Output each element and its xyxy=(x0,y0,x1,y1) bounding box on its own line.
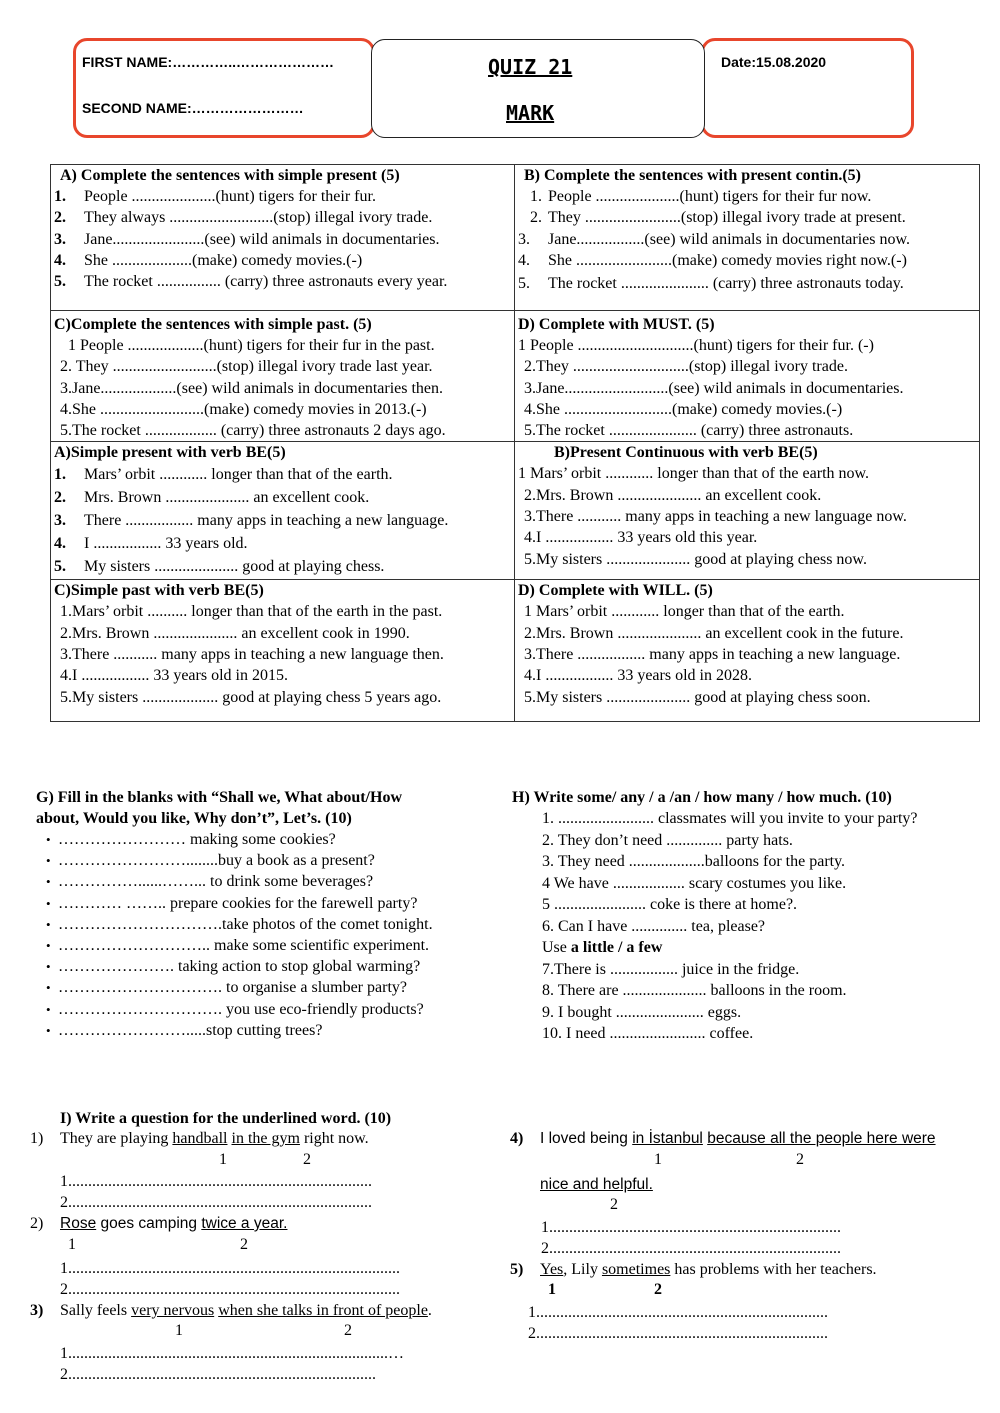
exercise-line[interactable]: 5. The rocket ...................... (carry) three astronauts today. xyxy=(518,275,904,293)
exercise-b-title: B) Complete the sentences with present contin.(5) xyxy=(524,167,861,184)
exercise-line[interactable]: 2.They .............................(stop) illegal ivory trade. xyxy=(524,358,848,376)
exercise-f-title: B)Present Continuous with verb BE(5) xyxy=(554,444,818,462)
list-item[interactable]: • …………………… making some cookies? xyxy=(46,831,336,848)
exercise-d-cell xyxy=(515,311,980,442)
underline-number: 2 xyxy=(344,1322,352,1339)
list-item[interactable]: • ……………………........buy a book as a present? xyxy=(46,852,375,870)
exercise-line[interactable]: 2.Mrs. Brown ..................... an excellent cook in 1990. xyxy=(60,624,410,642)
exercise-g-title: C)Simple past with verb BE(5) xyxy=(54,582,264,600)
exercise-line[interactable]: 4.I ................. 33 years old this year. xyxy=(524,529,758,547)
exercise-line[interactable]: 4.I ................. 33 years old in 2015. xyxy=(60,667,288,685)
exercise-line[interactable]: 4.I ................. 33 years old in 2028. xyxy=(524,667,752,685)
list-item[interactable]: 1. ........................ classmates will you invite to your party? xyxy=(542,810,918,827)
list-item[interactable]: • …………………….....stop cutting trees? xyxy=(46,1021,323,1039)
exercise-e-title: A)Simple present with verb BE(5) xyxy=(54,444,286,462)
answer-line[interactable]: 1............................................................................ xyxy=(60,1173,372,1190)
question-4: 4) I loved being in İstanbul because all the people here were xyxy=(510,1130,936,1147)
exercise-c-cell xyxy=(51,311,515,442)
section-g-list xyxy=(46,829,433,1041)
underline-number: 1 xyxy=(219,1151,227,1168)
list-item[interactable]: 3. They need ...................balloons for the party. xyxy=(542,853,846,870)
section-g-title: G) Fill in the blanks with “Shall we, What about/How about, Would you like, Why don’t”, Let’s. (10) xyxy=(36,789,402,827)
list-item[interactable]: 9. I bought ...................... eggs. xyxy=(542,1003,742,1021)
exercise-f-cell xyxy=(515,442,980,580)
exercise-line[interactable]: 2. Mrs. Brown ..................... an excellent cook. xyxy=(54,489,370,507)
exercise-line[interactable]: 5.My sisters ................... good at playing chess 5 years ago. xyxy=(60,688,442,706)
exercise-a-cell xyxy=(51,165,515,311)
exercise-line[interactable]: 3. Jane.................(see) wild animals in documentaries now. xyxy=(518,230,910,248)
exercise-line[interactable]: 1.Mars’ orbit .......... longer than that of the earth in the past. xyxy=(60,603,443,621)
exercise-line[interactable]: 3.Jane..........................(see) wild animals in documentaries. xyxy=(524,379,904,397)
list-item[interactable]: 6. Can I have .............. tea, please? xyxy=(542,917,766,935)
date-text: Date:15.08.2020 xyxy=(721,54,827,70)
exercise-line[interactable]: 3.There ........... many apps in teaching a new language then. xyxy=(60,646,444,664)
underline-number: 2 xyxy=(240,1236,248,1253)
exercise-line[interactable]: 1 Mars’ orbit ............ longer than that of the earth. xyxy=(524,603,845,621)
exercise-h-title: D) Complete with WILL. (5) xyxy=(518,582,713,600)
question-1: 1) They are playing handball in the gym right now. xyxy=(30,1130,369,1147)
list-item[interactable]: 2. They don’t need .............. party hats. xyxy=(542,831,793,849)
section-h-title: H) Write some/ any / a /an / how many / how much. (10) xyxy=(512,789,892,806)
list-item[interactable]: 7.There is ................. juice in the fridge. xyxy=(542,960,800,978)
exercise-line[interactable]: 4. I ................. 33 years old. xyxy=(54,535,248,553)
underline-number: 2 xyxy=(796,1151,804,1168)
list-item[interactable]: • ……………......……... to drink some beverages? xyxy=(46,873,374,891)
list-item[interactable]: • ……………………….. make some scientific experiment. xyxy=(46,937,430,955)
exercise-line[interactable]: 3.There ................. many apps in teaching a new language. xyxy=(524,646,901,664)
exercise-line[interactable]: 2. They ........................(stop) illegal ivory trade at present. xyxy=(530,209,906,227)
answer-line[interactable]: 1......................................................................... xyxy=(528,1304,828,1321)
list-item[interactable]: • …………………………. to organise a slumber party? xyxy=(46,979,407,997)
underline-number: 1 xyxy=(175,1322,183,1339)
exercise-line[interactable]: 3.There ........... many apps in teaching a new language now. xyxy=(524,508,907,526)
exercise-line[interactable]: 2.Mrs. Brown ..................... an excellent cook in the future. xyxy=(524,624,904,642)
exercise-line[interactable]: 1 Mars’ orbit ............ longer than that of the earth now. xyxy=(518,465,870,483)
exercise-line[interactable]: 5.My sisters ..................... good at playing chess soon. xyxy=(524,688,871,706)
underline-number: 1 xyxy=(548,1281,556,1298)
question-4-continued: nice and helpful. xyxy=(540,1176,653,1193)
exercise-line[interactable]: 1. People .....................(hunt) tigers for their fur now. xyxy=(530,188,872,205)
underline-number: 1 xyxy=(654,1151,662,1168)
mark-label: MARK xyxy=(506,101,555,125)
exercise-line[interactable]: 1 People .............................(hunt) tigers for their fur. (-) xyxy=(518,337,874,354)
list-item[interactable]: • ………… …….. prepare cookies for the farewell party? xyxy=(46,894,418,912)
list-item[interactable]: 8. There are ..................... balloons in the room. xyxy=(542,982,847,999)
exercise-line[interactable]: 5.My sisters ..................... good at playing chess now. xyxy=(524,550,867,568)
answer-line[interactable]: 2............................................................................ xyxy=(60,1194,372,1211)
question-2: 2) Rose goes camping twice a year. xyxy=(30,1215,288,1232)
exercise-line[interactable]: 4.She ...........................(make) comedy movies.(-) xyxy=(524,400,843,418)
list-item[interactable]: 4 We have .................. scary costumes you like. xyxy=(542,874,847,892)
answer-line[interactable]: 2......................................................................... xyxy=(541,1240,841,1257)
exercise-line[interactable]: 4. She ....................(make) comedy movies.(-) xyxy=(54,251,363,269)
exercise-line[interactable]: 5. The rocket ................ (carry) three astronauts every year. xyxy=(54,273,448,291)
exercise-line[interactable]: 1. Mars’ orbit ............ longer than that of the earth. xyxy=(54,466,393,484)
name-box xyxy=(73,38,375,138)
exercise-line[interactable]: 1. People .....................(hunt) tigers for their fur. xyxy=(54,188,376,205)
section-i-title: I) Write a question for the underlined word. (10) xyxy=(60,1110,392,1127)
exercise-b-cell xyxy=(515,165,980,311)
exercise-a-title: A) Complete the sentences with simple present (5) xyxy=(60,167,400,184)
exercise-line[interactable]: 3. Jane.......................(see) wild animals in documentaries. xyxy=(54,230,440,248)
first-name-field[interactable]: FIRST NAME:…………..………………… xyxy=(82,54,334,70)
second-name-field[interactable]: SECOND NAME:…………………… xyxy=(82,100,304,116)
exercise-line[interactable]: 3. There ................. many apps in teaching a new language. xyxy=(54,512,449,530)
exercise-line[interactable]: 2.Mrs. Brown ..................... an excellent cook. xyxy=(524,486,822,504)
quiz-title: QUIZ 21 xyxy=(488,55,573,79)
exercise-line[interactable]: 5.The rocket ...................... (carry) three astronauts. xyxy=(524,422,854,440)
underline-number: 1 xyxy=(68,1236,76,1253)
answer-line[interactable]: 1................................................................................… xyxy=(60,1345,404,1362)
exercise-line[interactable]: 2. They ..........................(stop) illegal ivory trade last year. xyxy=(60,358,433,376)
exercise-line[interactable]: 3.Jane...................(see) wild animals in documentaries then. xyxy=(60,379,444,397)
date-box xyxy=(701,38,914,138)
exercise-line[interactable]: 4. She ........................(make) comedy movies right now.(-) xyxy=(518,251,907,269)
section-h-list xyxy=(542,808,918,1045)
question-3: 3) Sally feels very nervous when she talks in front of people. xyxy=(30,1302,432,1319)
exercise-grid xyxy=(50,164,980,722)
exercise-line[interactable]: 1 People ...................(hunt) tigers for their fur in the past. xyxy=(68,337,435,354)
exercise-h-cell xyxy=(515,580,980,722)
use-instruction: Use a little / a few xyxy=(542,939,663,956)
exercise-c-title: C)Complete the sentences with simple past. (5) xyxy=(54,316,372,333)
exercise-line[interactable]: 5.The rocket .................. (carry) three astronauts 2 days ago. xyxy=(60,422,446,440)
answer-line[interactable]: 2................................................................................... xyxy=(60,1281,400,1298)
exercise-e-cell xyxy=(51,442,515,580)
list-item[interactable]: 10. I need ........................ coffee. xyxy=(542,1025,754,1042)
underline-number: 2 xyxy=(303,1151,311,1168)
answer-line[interactable]: 1......................................................................... xyxy=(541,1219,841,1236)
list-item[interactable]: • …………………………. you use eco-friendly products? xyxy=(46,1000,424,1018)
exercise-line[interactable]: 5. My sisters ..................... good at playing chess. xyxy=(54,558,385,576)
answer-line[interactable]: 1................................................................................... xyxy=(60,1260,400,1277)
list-item[interactable]: 5 ....................... coke is there at home?. xyxy=(542,896,798,913)
exercise-g-cell xyxy=(51,580,515,722)
question-5: 5) Yes, Lily sometimes has problems with her teachers. xyxy=(510,1261,877,1278)
underline-number: 2 xyxy=(610,1196,618,1213)
answer-line[interactable]: 2......................................................................... xyxy=(528,1325,828,1342)
list-item[interactable]: • …………………. taking action to stop global warming? xyxy=(46,958,421,976)
exercise-line[interactable]: 2. They always ..........................(stop) illegal ivory trade. xyxy=(54,209,433,227)
exercise-d-title: D) Complete with MUST. (5) xyxy=(518,316,715,333)
exercise-line[interactable]: 4.She ..........................(make) comedy movies in 2013.(-) xyxy=(60,400,427,418)
list-item[interactable]: • ………………………….take photos of the comet tonight. xyxy=(46,915,433,933)
underline-number: 2 xyxy=(654,1281,662,1298)
answer-line[interactable]: 2............................................................................. xyxy=(60,1366,376,1383)
